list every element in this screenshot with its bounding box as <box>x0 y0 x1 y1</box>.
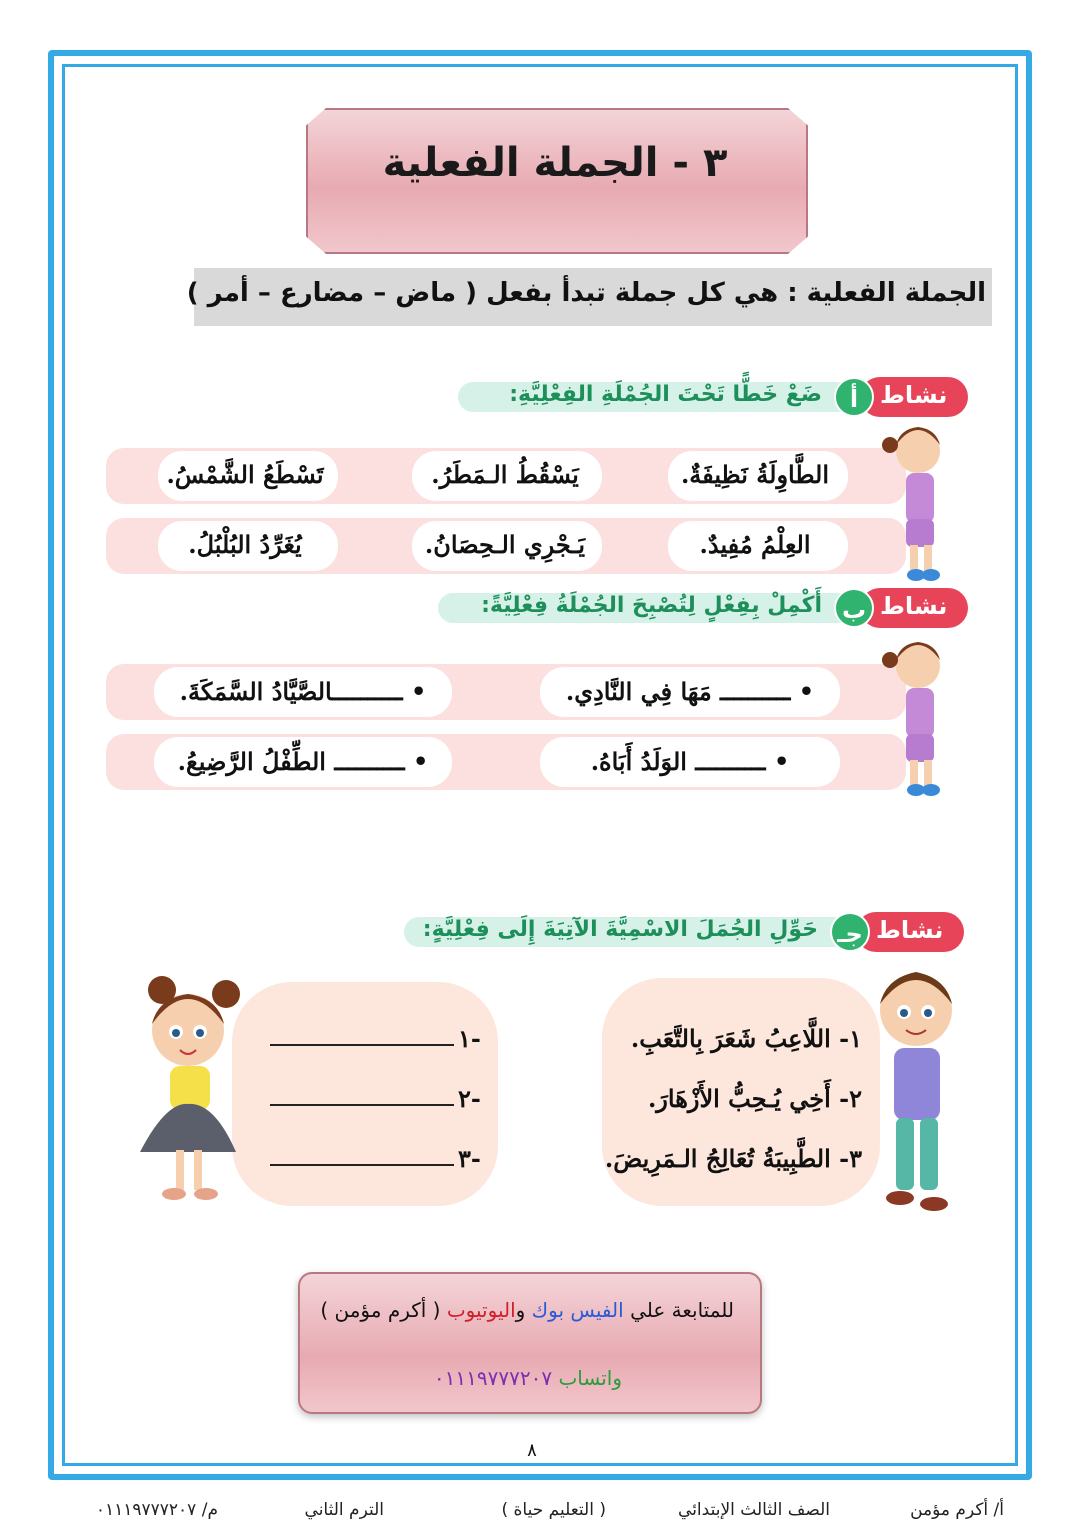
and-word: و <box>515 1298 526 1322</box>
contact-box <box>298 1272 762 1414</box>
sentence-a-2-3[interactable]: يُغَرِّدُ البُلْبُلُ. <box>188 530 302 559</box>
activity-b-letter: ب <box>834 588 874 628</box>
activity-b-word: نشاط <box>880 592 948 620</box>
nominal-sentence-1: ١- اللَّاعِبُ شَعَرَ بِالتَّعَبِ. <box>630 1024 862 1053</box>
answer-number-2: -٢ <box>458 1084 481 1113</box>
sentence-a-2-2[interactable]: يَـجْرِي الـحِصَانُ. <box>424 530 586 559</box>
girl-illustration-b <box>876 630 956 800</box>
whatsapp-phone[interactable]: ٠١١١٩٧٧٧٢٠٧ <box>433 1366 553 1390</box>
youtube-link[interactable]: اليوتيوب <box>446 1298 516 1322</box>
boy-illustration <box>866 960 966 1230</box>
girl-illustration-c <box>126 972 246 1212</box>
nominal-sentence-2: ٢- أَخِي يُـحِبُّ الأَزْهَارَ. <box>647 1084 862 1113</box>
footer-series: ( التعليم حياة ) <box>501 1500 606 1520</box>
completion-b-1-2[interactable]: • ــــــــــالصَّيَّادُ السَّمَكَةَ. <box>179 677 427 706</box>
sentence-a-1-2[interactable]: يَسْقُطُ الـمَطَرُ. <box>431 460 579 489</box>
follow-line <box>320 1298 734 1322</box>
answer-line-3[interactable] <box>270 1164 454 1166</box>
whatsapp-label: واتساب <box>558 1366 622 1390</box>
activity-a-letter: أ <box>834 377 874 417</box>
sentence-a-1-3[interactable]: تَسْطَعُ الشَّمْسُ. <box>166 460 324 489</box>
answer-line-2[interactable] <box>270 1104 454 1106</box>
follow-prefix: للمتابعة علي <box>630 1298 734 1322</box>
activity-c-instruction: حَوِّلِ الجُمَلَ الاسْمِيَّةَ الآتِيَةَ إِلَى فِعْلِيَّةٍ: <box>422 917 818 942</box>
activity-b-instruction: أَكْمِلْ بِفِعْلٍ لِتُصْبِحَ الجُمْلَةُ فِعْلِيَّةً: <box>481 593 822 618</box>
answer-line-1[interactable] <box>270 1044 454 1046</box>
nominal-sentence-3: ٣- الطَّبِيبَةُ تُعَالِجُ الـمَرِيضَ. <box>604 1144 862 1173</box>
completion-b-2-1[interactable]: • ــــــــــ الوَلَدُ أَبَاهُ. <box>590 747 790 776</box>
whatsapp-line <box>434 1366 622 1390</box>
activity-c-letter: جـ <box>830 912 870 952</box>
sentence-a-2-1[interactable]: العِلْمُ مُفِيدٌ. <box>699 530 811 559</box>
facebook-link[interactable]: الفيس بوك <box>531 1298 624 1322</box>
footer-phone: م/ ٠١١١٩٧٧٧٢٠٧ <box>95 1500 218 1520</box>
footer-term: الترم الثاني <box>304 1500 384 1520</box>
answer-number-1: -١ <box>458 1024 481 1053</box>
footer-teacher: أ/ أكرم مؤمن <box>910 1500 1004 1520</box>
girl-illustration-a <box>876 415 956 585</box>
lesson-title: ٣ - الجملة الفعلية <box>382 140 728 186</box>
sentence-a-1-1[interactable]: الطَّاوِلَةُ نَظِيفَةٌ. <box>680 460 830 489</box>
completion-b-1-1[interactable]: • ــــــــــ مَهَا فِي النَّادِي. <box>565 677 815 706</box>
activity-c-word: نشاط <box>876 916 944 944</box>
author-name: ( أكرم مؤمن ) <box>320 1298 441 1322</box>
activity-a-word: نشاط <box>880 381 948 409</box>
completion-b-2-2[interactable]: • ــــــــــ الطِّفْلُ الرَّضِيعُ. <box>177 747 429 776</box>
answer-number-3: -٣ <box>458 1144 481 1173</box>
definition-text: الجملة الفعلية : هي كل جملة تبدأ بفعل ( ماض – مضارع – أمر ) <box>186 278 986 308</box>
activity-a-instruction: ضَعْ خَطًّا تَحْتَ الجُمْلَةِ الفِعْلِيَّةِ: <box>509 382 822 407</box>
footer-grade: الصف الثالث الإبتدائي <box>678 1500 830 1520</box>
page-number: ٨ <box>527 1440 537 1461</box>
